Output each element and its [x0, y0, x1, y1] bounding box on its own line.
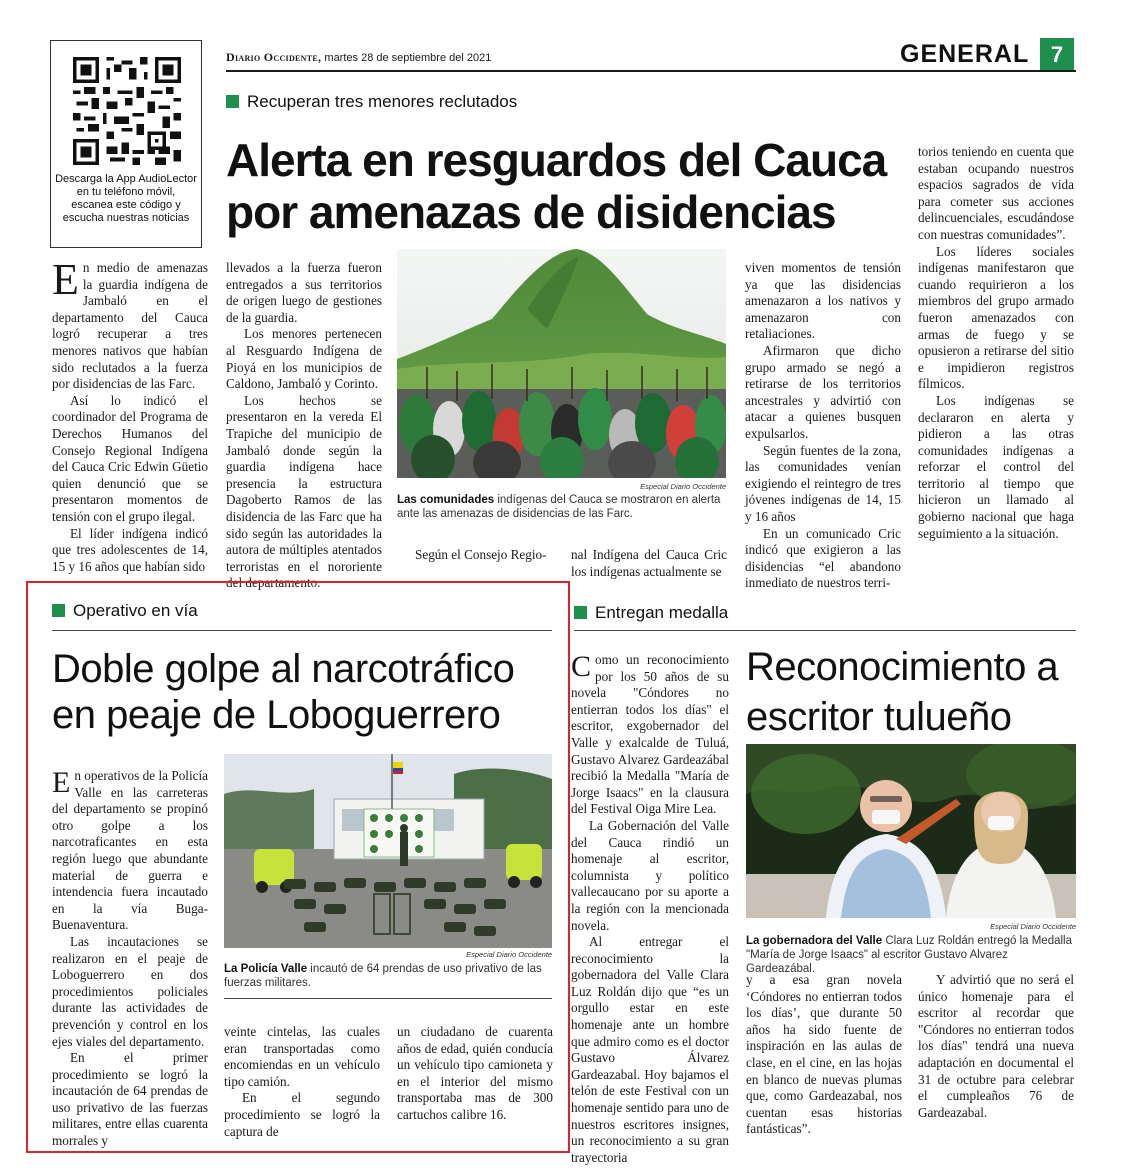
drop-cap: E: [52, 255, 79, 304]
article1-col1: En medio de amenazas la guardia indígena de Jambaló en el departamento del Cauca logró recuperar a tres menores nativos que habían sido reclutados a la fuerza por disidencias de las Farc. Así lo indicó el coordinador del Programa de Derechos Humanos del Consejo Regional Indígena del Cauca Cric Edwin Güetio quien denunció que se presentaron momentos de tensión con el grupo ilegal. El líder indígena indicó que tres adolescentes de 14, 15 y 16 años que habían sido: [52, 255, 208, 574]
header-rule: [226, 70, 1076, 72]
article2-col2: veinte cintelas, las cuales eran transportadas como encomiendas en un vehículo tipo camión. En el segundo procedimiento se logró la captura de: [224, 1024, 380, 1139]
article3-headline: Reconocimiento a escritor tulueño: [746, 645, 1059, 739]
article2-rule: [52, 630, 552, 631]
article2-kicker: Operativo en vía: [52, 601, 198, 621]
masthead: [226, 50, 491, 65]
qr-code-icon: [73, 57, 181, 165]
article2-col1: En operativos de la Policía Valle en las carreteras del departamento se propinó otro golpe a los narcotraficantes en esta región luego que abundante material de guerra e intendencia fuera incautado en la vía Buga-Buenaventura. Las incautaciones se realizaron en el peaje de Loboguerrero en dos procedimientos policiales durante las actividades de prevención y control en los ejes viales del departamento. En el primer procedimiento se logró la incautación de 64 prendas de uso privativo de las fuerzas militares, entre ellas cuarenta morrales y: [52, 766, 208, 1149]
article2-caption-rule: [224, 998, 552, 999]
article3-kicker: Entregan medalla: [574, 603, 728, 623]
article3-caption: La gobernadora del Valle Clara Luz Roldán entregó la Medalla "María de Jorge Isaacs" al escritor Gustavo Alvarez Gardeazábal.: [746, 935, 1072, 975]
article2-col3: un ciudadano de cuarenta años de edad, quién conducía un vehículo tipo camioneta y en el interior del mismo transportaba mas de 300 cartuchos calibre 16.: [397, 1024, 553, 1122]
article1-caption: Las comunidades indígenas del Cauca se mostraron en alerta ante las amenazas de disidencias de las Farc.: [397, 494, 721, 520]
green-square-icon: [52, 604, 65, 617]
article1-photo: [397, 249, 726, 478]
article1-photo-credit: Especial Diario Occidente: [640, 482, 726, 491]
page-number: 7: [1040, 38, 1074, 72]
article3-col2: y a esa gran novela ‘Cóndores no entierran todos los días’, que durante 50 años ha sido fuente de inspiración en las aulas de clase, en el cine, en las hojas en blanco de nuevas plumas que, como Gardeazabal, nos cuentan esas historias fantásticas”.: [746, 972, 902, 1137]
article2-photo: [224, 754, 552, 948]
article1-col5: torios teniendo en cuenta que estaban ocupando nuestros espacios sagrados de vida para cometer sus acciones delincuenciales, escudándose con nuestras comunidades”. Los líderes sociales indígenas manifestaron que cuando requirieron a los miembros del grupo armado fueron amenazados con armas de fuego y se opusieron a retirarse del sitio e impidieron registros fílmicos. Los indígenas se declararon en alerta y pidieron a las otras comunidades indígenas a reforzar el control del territorio al tiempo que hicieron un llamado al gobierno nacional que haga seguimiento a la situación.: [918, 144, 1074, 541]
article2-headline: Doble golpe al narcotráfico en peaje de Loboguerrero: [52, 647, 515, 737]
drop-cap: E: [52, 766, 71, 799]
qr-code-box: [50, 40, 202, 248]
green-square-icon: [226, 95, 239, 108]
article2-caption: La Policía Valle incautó de 64 prendas de uso privativo de las fuerzas militares.: [224, 963, 542, 989]
drop-cap: C: [571, 650, 592, 683]
article1-kicker: Recuperan tres menores reclutados: [226, 92, 517, 112]
article1-col3-cont: nal Indígena del Cauca Cric los indígenas actualmente se: [571, 547, 727, 579]
newspaper-name: Diario Occidente,: [226, 50, 322, 64]
issue-date: martes 28 de septiembre del 2021: [324, 52, 492, 64]
article3-photo-credit: Especial Diario Occidente: [990, 922, 1076, 931]
article3-col1: Como un reconocimiento por los 50 años de su novela "Cóndores no entierran todos los días" el escritor, exgobernador del Valle y exalcalde de Tuluá, Gustavo Alvarez Gardeazábal recibió la Medalla "María de Jorge Isaacs" en la clausura del Festival Oiga Mire Lea. La Gobernación del Valle del Cauca rindió un homenaje al escritor, columnista y político vallecaucano por su aporte a la región con la mencionada novela. Al entregar el reconocimiento la gobernadora del Valle Clara Luz Roldán dijo que “es un orgullo estar en este homenaje ante un hombre que admiro como es el doctor Gustavo Álvarez Gardeazabal. Hoy bajamos el telón de este Festival con un homenaje sentido para uno de nuestros escritores insignes, un reconocimiento a su gran trayectoria: [571, 650, 729, 1165]
article3-rule: [574, 630, 1076, 631]
qr-caption: Descarga la App AudioLector en tu teléfono móvil, escanea este código y escucha nuestras noticias: [55, 173, 197, 224]
section-name: GENERAL: [900, 40, 1030, 68]
green-square-icon: [574, 606, 587, 619]
article1-headline: Alerta en resguardos del Cauca por amenazas de disidencias: [226, 134, 887, 238]
article3-col3: Y advirtió que no será el único homenaje para el escritor al recordar que "Cóndores no entierran todos los días" tendrá una nueva adaptación en documental el 31 de octubre para celebrar el cumpleaños 76 de Gardeazabal.: [918, 972, 1074, 1120]
article2-photo-credit: Especial Diario Occidente: [466, 950, 552, 959]
article1-col4: viven momentos de tensión ya que las disidencias amenazaron a los nativos y amenazaron con retaliaciones. Afirmaron que dicho grupo armado se negó a retirarse de los territorios ancestrales y advirtió con atacar a quienes busquen expulsarlos. Según fuentes de la zona, las comunidades venían exigiendo el reintegro de tres jóvenes indígenas de 14, 15 y 16 años En un comunicado Cric indicó que exigieron a las disidencias “el abandono inmediato de nuestros terri-: [745, 260, 901, 591]
article3-photo: [746, 744, 1076, 918]
article1-col2: llevados a la fuerza fueron entregados a sus territorios de origen luego de gestiones de la guardia. Los menores pertenecen al Resguardo Indígena de Pioyá en los municipios de Caldono, Jambaló y Corinto. Los hechos se presentaron en la vereda El Trapiche del municipio de Jambaló donde según la guardia indígena hace presencia la estructura Dagoberto Ramos de las disidencia de las Farc que ha sido según las autoridades la autora de múltiples atentados terroristas en el nororiente del departamento.: [226, 260, 382, 591]
article1-col2-cont: Según el Consejo Regio-: [415, 547, 547, 562]
